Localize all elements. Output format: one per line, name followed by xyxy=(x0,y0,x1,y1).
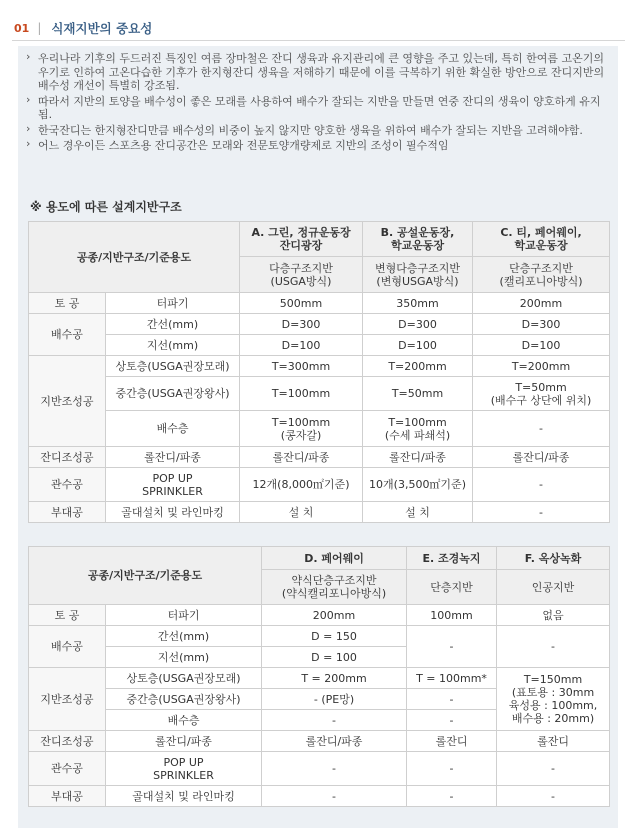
cell: 200mm xyxy=(473,293,610,314)
col-sub-c: 단층구조지반 (캘리포니아방식) xyxy=(473,257,610,293)
row-label-baesu: 배수공 xyxy=(29,626,106,668)
col-sub-e: 단층지반 xyxy=(407,570,497,605)
cell: D = 150 xyxy=(262,626,407,647)
cell: 설 치 xyxy=(363,502,473,523)
cell: - (PE망) xyxy=(262,689,407,710)
cell: D = 100 xyxy=(262,647,407,668)
row-sub-teopagi: 터파기 xyxy=(106,605,262,626)
cell: 200mm xyxy=(262,605,407,626)
cell: T=150mm (표토용 : 30mm 육성용 : 100mm, 배수용 : 20mm) xyxy=(497,668,610,731)
row-label-togong: 토 공 xyxy=(29,605,106,626)
section-separator: | xyxy=(37,21,42,35)
row-label-baesu: 배수공 xyxy=(29,314,106,356)
row-label-jandi: 잔디조성공 xyxy=(29,447,106,468)
col-sub-f: 인공지반 xyxy=(497,570,610,605)
row-sub-golde: 골대설치 및 라인마킹 xyxy=(106,502,240,523)
cell: D=100 xyxy=(240,335,363,356)
row-sub-baesucheung: 배수층 xyxy=(106,411,240,447)
bullet-item: › 어느 경우이든 스포츠용 잔디공간은 모래와 전문토양개량제로 지반의 조성이 필수적임 xyxy=(24,139,614,153)
table-corner: 공종/지반구조/기준용도 xyxy=(29,547,262,605)
row-label-jandi: 잔디조성공 xyxy=(29,731,106,752)
row-sub-jiseon: 지선(mm) xyxy=(106,335,240,356)
cell: T=100mm (수세 파쇄석) xyxy=(363,411,473,447)
cell: 10개(3,500㎡기준) xyxy=(363,468,473,502)
cell: - xyxy=(497,752,610,786)
cell: T=100mm (콩자갈) xyxy=(240,411,363,447)
cell: T=200mm xyxy=(473,356,610,377)
cell: 12개(8,000㎡기준) xyxy=(240,468,363,502)
header-divider xyxy=(12,40,625,41)
cell: - xyxy=(262,710,407,731)
row-sub-ganseon: 간선(mm) xyxy=(106,314,240,335)
section-header xyxy=(14,18,152,38)
row-sub-popup: POP UP SPRINKLER xyxy=(106,752,262,786)
cell: T=200mm xyxy=(363,356,473,377)
cell: - xyxy=(407,786,497,807)
col-header-d: D. 페어웨이 xyxy=(262,547,407,570)
cell: D=100 xyxy=(473,335,610,356)
cell: D=300 xyxy=(363,314,473,335)
row-label-jiban: 지반조성공 xyxy=(29,356,106,447)
row-sub-teopagi: 터파기 xyxy=(106,293,240,314)
col-header-a: A. 그린, 정규운동장 잔디광장 xyxy=(240,222,363,257)
col-header-b: B. 공설운동장, 학교운동장 xyxy=(363,222,473,257)
row-sub-golde: 골대설치 및 라인마킹 xyxy=(106,786,262,807)
bullet-list xyxy=(24,52,614,155)
table-corner: 공종/지반구조/기준용도 xyxy=(29,222,240,293)
section-number: 01 xyxy=(14,21,30,35)
structure-table-abc xyxy=(28,221,610,523)
cell: T = 200mm xyxy=(262,668,407,689)
cell: - xyxy=(497,786,610,807)
cell: - xyxy=(262,752,407,786)
cell: T=100mm xyxy=(240,377,363,411)
cell: 롤잔디/파종 xyxy=(262,731,407,752)
cell: 100mm xyxy=(407,605,497,626)
row-label-budae: 부대공 xyxy=(29,786,106,807)
cell: - xyxy=(473,502,610,523)
cell: 350mm xyxy=(363,293,473,314)
cell: D=300 xyxy=(240,314,363,335)
col-sub-a: 다층구조지반 (USGA방식) xyxy=(240,257,363,293)
cell: - xyxy=(262,786,407,807)
cell: D=300 xyxy=(473,314,610,335)
row-sub-jandi: 롤잔디/파종 xyxy=(106,731,262,752)
cell: 500mm xyxy=(240,293,363,314)
row-label-gwansu: 관수공 xyxy=(29,468,106,502)
col-header-f: F. 옥상녹화 xyxy=(497,547,610,570)
section-title: 식재지반의 중요성 xyxy=(51,21,153,36)
cell: - xyxy=(473,411,610,447)
row-sub-sangto: 상토층(USGA권장모래) xyxy=(106,668,262,689)
row-sub-baesucheung: 배수층 xyxy=(106,710,262,731)
cell: T = 100mm* xyxy=(407,668,497,689)
cell: - xyxy=(473,468,610,502)
row-label-gwansu: 관수공 xyxy=(29,752,106,786)
col-sub-d: 약식단층구조지반 (약식캘리포니아방식) xyxy=(262,570,407,605)
cell: T=50mm (배수구 상단에 위치) xyxy=(473,377,610,411)
cell: - xyxy=(407,752,497,786)
cell: 롤잔디/파종 xyxy=(473,447,610,468)
cell: 롤잔디/파종 xyxy=(240,447,363,468)
col-header-e: E. 조경녹지 xyxy=(407,547,497,570)
cell: 롤잔디/파종 xyxy=(363,447,473,468)
cell: 롤잔디 xyxy=(407,731,497,752)
row-label-budae: 부대공 xyxy=(29,502,106,523)
row-sub-jungan: 중간층(USGA권장왕사) xyxy=(106,377,240,411)
row-sub-jiseon: 지선(mm) xyxy=(106,647,262,668)
bullet-item: › 한국잔디는 한지형잔디만큼 배수성의 비중이 높지 않지만 양호한 생육을 위하여 배수가 잘되는 지반을 고려해야함. xyxy=(24,124,614,138)
bullet-item: › 따라서 지반의 토양을 배수성이 좋은 모래를 사용하여 배수가 잘되는 지반을 만들면 연중 잔디의 생육이 양호하게 유지됨. xyxy=(24,95,614,122)
row-sub-sangto: 상토층(USGA권장모래) xyxy=(106,356,240,377)
row-sub-ganseon: 간선(mm) xyxy=(106,626,262,647)
cell: - xyxy=(407,626,497,668)
cell: 설 치 xyxy=(240,502,363,523)
col-sub-b: 변형다층구조지반 (변형USGA방식) xyxy=(363,257,473,293)
row-sub-jungan: 중간층(USGA권장왕사) xyxy=(106,689,262,710)
cell: - xyxy=(407,710,497,731)
table-subtitle: ※ 용도에 따른 설계지반구조 xyxy=(30,200,182,214)
row-label-jiban: 지반조성공 xyxy=(29,668,106,731)
cell: 롤잔디 xyxy=(497,731,610,752)
row-label-togong: 토 공 xyxy=(29,293,106,314)
bullet-item: › 우리나라 기후의 두드러진 특징인 여름 장마철은 잔디 생육과 유지관리에 큰 영향을 주고 있는데, 특히 한여름 고온기의 우기로 인하여 고온다습한 기후가 한지형잔디 생육을 저해하기 때문에 이를 극복하기 위한 확실한 방안으로 잔디지반의 배수성 개선이 특별히 강조됨. xyxy=(24,52,614,93)
row-sub-jandi: 롤잔디/파종 xyxy=(106,447,240,468)
cell: - xyxy=(407,689,497,710)
col-header-c: C. 티, 페어웨이, 학교운동장 xyxy=(473,222,610,257)
cell: T=50mm xyxy=(363,377,473,411)
cell: D=100 xyxy=(363,335,473,356)
cell: 없음 xyxy=(497,605,610,626)
structure-table-def xyxy=(28,546,610,807)
cell: - xyxy=(497,626,610,668)
cell: T=300mm xyxy=(240,356,363,377)
row-sub-popup: POP UP SPRINKLER xyxy=(106,468,240,502)
